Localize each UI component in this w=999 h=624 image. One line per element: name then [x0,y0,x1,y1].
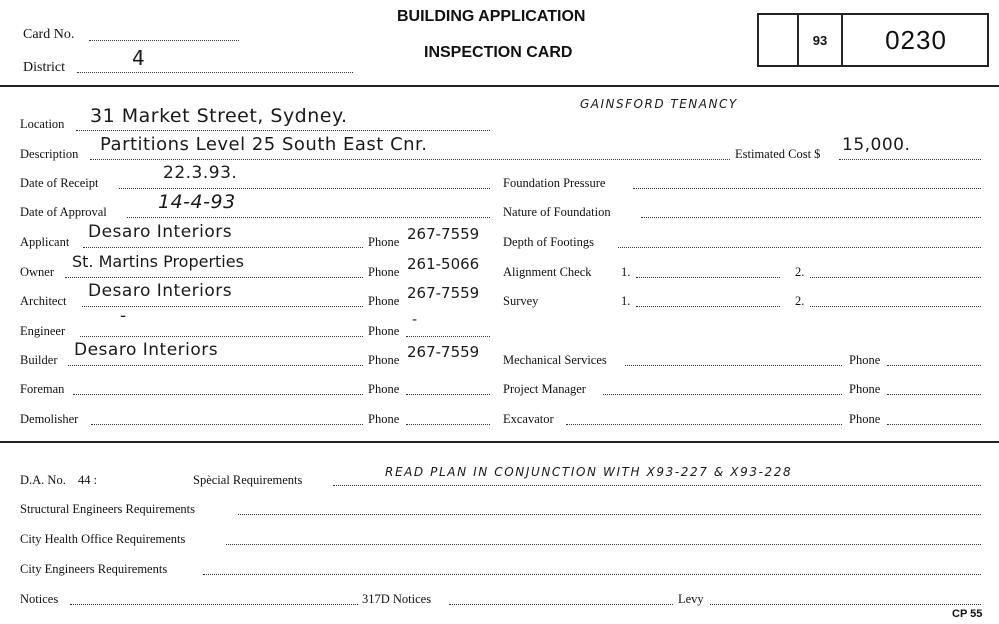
city-health-line [226,544,981,545]
excavator-phone-line [887,424,981,425]
survey-item-1-line [636,306,780,307]
owner-label: Owner [20,265,55,279]
mechanical-phone-label: Phone [849,353,881,367]
alignment-item-2-line [810,277,981,278]
notices-317d-label: 317D Notices [362,592,432,606]
levy-label: Levy [678,592,704,606]
depth-footings-label: Depth of Footings [503,235,594,249]
district-value: 4 [132,46,146,70]
special-requirements-label: Spècial Requirements [193,473,303,487]
nature-foundation-line [641,217,981,218]
demolisher-phone-line [406,424,490,425]
nature-foundation-label: Nature of Foundation [503,205,611,219]
builder-line [68,365,363,366]
special-requirements-line [333,485,981,486]
description-line [90,159,730,160]
date-receipt-label: Date of Receipt [20,176,99,190]
mechanical-phone-line [887,365,981,366]
demolisher-line [91,424,363,425]
demolisher-phone-label: Phone [368,412,400,426]
top-divider [0,85,999,87]
location-line [76,130,490,131]
card-box-blank-cell [759,15,797,65]
builder-label: Builder [20,353,58,367]
architect-value: Desaro Interiors [88,281,233,301]
alignment-item-1: 1. [621,265,631,279]
builder-phone-label: Phone [368,353,400,367]
form-title-line1: BUILDING APPLICATION [397,8,586,25]
city-health-label: City Health Office Requirements [20,532,186,546]
builder-value: Desaro Interiors [74,340,219,360]
builder-phone-value: 267-7559 [407,343,480,361]
special-requirements-value: READ PLAN IN CONJUNCTION WITH X93-227 & X93-228 [385,465,793,479]
da-no-label: D.A. No. [20,473,66,487]
estimated-cost-value: 15,000. [842,135,911,155]
tenancy-note: GAINSFORD TENANCY [580,97,738,111]
estimated-cost-label: Estimated Cost $ [735,147,821,161]
engineer-label: Engineer [20,324,66,338]
project-manager-label: Project Manager [503,382,586,396]
demolisher-label: Demolisher [20,412,79,426]
estimated-cost-line [839,159,981,160]
city-engineers-label: City Engineers Requirements [20,562,168,576]
applicant-value: Desaro Interiors [88,222,233,242]
owner-line [65,277,363,278]
engineer-phone-value: - [412,312,418,328]
card-number-cell [841,15,989,65]
structural-engineers-line [238,514,981,515]
owner-phone-value: 261-5066 [407,255,480,273]
levy-line [710,604,981,605]
card-no-line [89,40,239,41]
applicant-phone-label: Phone [368,235,400,249]
notices-line [70,604,358,605]
district-line [77,72,353,73]
date-approval-value: 14-4-93 [158,191,236,213]
excavator-phone-label: Phone [849,412,881,426]
date-receipt-value: 22.3.93. [163,163,238,183]
foundation-pressure-line [633,188,981,189]
location-label: Location [20,117,65,131]
alignment-check-label: Alignment Check [503,265,592,279]
alignment-item-2: 2. [795,265,805,279]
notices-317d-line [449,604,673,605]
description-value: Partitions Level 25 South East Cnr. [100,134,428,155]
alignment-item-1-line [636,277,780,278]
project-manager-phone-line [887,394,981,395]
date-receipt-line [119,188,490,189]
survey-item-2: 2. [795,294,805,308]
location-value: 31 Market Street, Sydney. [90,105,348,127]
survey-item-2-line [810,306,981,307]
form-title-line2: INSPECTION CARD [424,44,573,61]
form-code: CP 55 [952,608,983,620]
applicant-phone-value: 267-7559 [407,225,480,243]
date-approval-label: Date of Approval [20,205,107,219]
engineer-line [80,336,363,337]
engineer-phone-line [406,336,490,337]
card-number: 0230 [885,24,947,55]
foreman-line [73,394,363,395]
owner-phone-label: Phone [368,265,400,279]
middle-divider [0,441,999,443]
project-manager-phone-label: Phone [849,382,881,396]
excavator-line [566,424,842,425]
card-year: 93 [812,32,828,48]
foreman-phone-line [406,394,490,395]
project-manager-line [603,394,842,395]
depth-footings-line [618,247,981,248]
mechanical-label: Mechanical Services [503,353,607,367]
card-year-cell [797,15,841,65]
da-no-value: 44 : [78,473,98,487]
architect-label: Architect [20,294,67,308]
excavator-label: Excavator [503,412,554,426]
mechanical-line [625,365,842,366]
city-engineers-line [203,574,981,575]
foreman-label: Foreman [20,382,65,396]
applicant-line [83,247,363,248]
engineer-phone-label: Phone [368,324,400,338]
structural-engineers-label: Structural Engineers Requirements [20,502,195,516]
description-label: Description [20,147,79,161]
card-number-box [757,13,989,67]
district-label: District [23,60,65,75]
notices-label: Notices [20,592,59,606]
foreman-phone-label: Phone [368,382,400,396]
survey-item-1: 1. [621,294,631,308]
survey-label: Survey [503,294,539,308]
engineer-value: - [120,306,127,326]
date-approval-line [127,217,490,218]
architect-phone-value: 267-7559 [407,284,480,302]
foundation-pressure-label: Foundation Pressure [503,176,606,190]
applicant-label: Applicant [20,235,70,249]
architect-phone-label: Phone [368,294,400,308]
card-no-label: Card No. [23,27,75,42]
owner-value: St. Martins Properties [72,252,244,271]
